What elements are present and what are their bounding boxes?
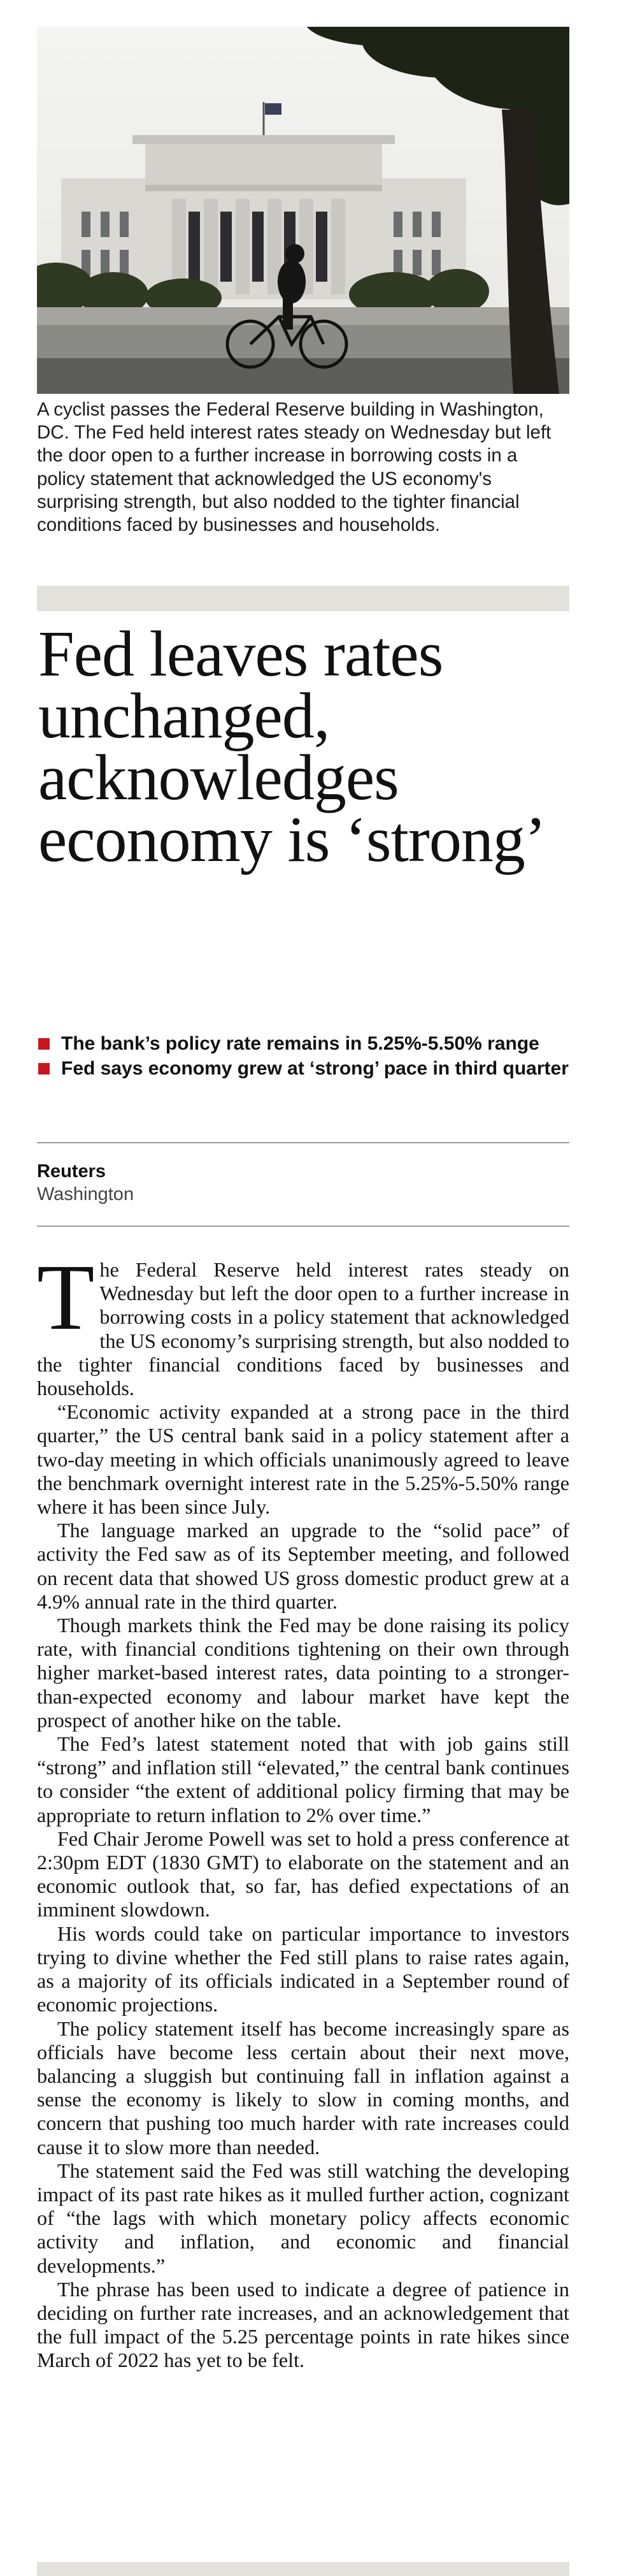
summary-bullets (37, 1032, 569, 1082)
article-body (37, 1245, 569, 2373)
federal-reserve-building-photo (37, 27, 569, 394)
byline-dateline: Washington (37, 1184, 134, 1205)
article-paragraph: The statement said the Fed was still watching the developing impact of its past rate hikes as it mulled further action, cognizant of “the lags with which monetary policy affects economic activity and inflation, and economic and financial developments.” (37, 2159, 569, 2277)
byline-top-rule (37, 1142, 569, 1143)
article-paragraph: The phrase has been used to indicate a degree of patience in deciding on further rate increases, and an acknowledgement that the full impact of the 5.25 percentage points in rate hikes since March of 2022 has yet to be felt. (37, 2277, 569, 2372)
article-paragraph: The Fed’s latest statement noted that with job gains still “strong” and inflation still “elevated,” the central bank continues to consider “the extent of additional policy firming that may be appropriate to return inflation to 2% over time.” (37, 1732, 569, 1827)
article-paragraph: “Economic activity expanded at a strong pace in the third quarter,” the US central bank said in a policy statement after a two-day meeting in which officials unanimously agreed to leave the benchmark overnight interest rate in the 5.25%-5.50% range where it has been since July. (37, 1400, 569, 1519)
summary-bullet (37, 1057, 569, 1080)
section-divider-band (37, 586, 569, 611)
byline (37, 1160, 134, 1206)
news-photo (37, 27, 569, 394)
byline-agency: Reuters (37, 1161, 106, 1182)
article-paragraph: Though markets think the Fed may be done raising its policy rate, with financial conditions tightening on their own through higher market-based interest rates, data pointing to a stronger-than-expected economy and labour market have kept the prospect of another hike on the table. (37, 1614, 569, 1732)
byline-bottom-rule (37, 1226, 569, 1227)
bottom-divider-band (37, 2562, 569, 2576)
article-paragraph: Fed Chair Jerome Powell was set to hold a press conference at 2:30pm EDT (1830 GMT) to elaborate on the statement and an economic outlook that, so far, has defied expectations of an imminent slowdown. (37, 1827, 569, 1921)
drop-cap: T (37, 1245, 95, 1350)
photo-caption: A cyclist passes the Federal Reserve building in Washington, DC. The Fed held interest rates steady on Wednesday but left the door open to a further increase in borrowing costs in a policy statement that acknowledged the US economy's surprising strength, but also nodded to the tighter financial conditions faced by businesses and households. (37, 399, 551, 536)
article-paragraph (37, 1245, 569, 1400)
red-square-icon (38, 1063, 50, 1075)
summary-bullet-text: The bank’s policy rate remains in 5.25%-5.50% range (61, 1033, 539, 1054)
red-square-icon (38, 1038, 50, 1050)
article-paragraph: His words could take on particular importance to investors trying to divine whether the Fed still plans to raise rates again, as a majority of its officials indicated in a September round of economic projections. (37, 1921, 569, 2016)
summary-bullet (37, 1032, 569, 1055)
summary-bullet-text: Fed says economy grew at ‘strong’ pace in third quarter (61, 1058, 569, 1079)
article-paragraph: The language marked an upgrade to the “solid pace” of activity the Fed saw as of its September meeting, and followed on recent data that showed US gross domestic product grew at a 4.9% annual rate in the third quarter. (37, 1519, 569, 1613)
paragraph-text: he Federal Reserve held interest rates steady on Wednesday but left the door open to a further increase in borrowing costs in a policy statement that acknowledged the US economy’s surprising strength, but also nodded to the tighter financial conditions faced by businesses and households. (37, 1258, 569, 1400)
headline: Fed leaves rates unchanged, acknowledges economy is ‘strong’ (38, 618, 546, 876)
article-paragraph: The policy statement itself has become increasingly spare as officials have become less certain about their next move, balancing a sluggish but continuing fall in inflation against a sense the economy is likely to slow in coming months, and concern that pushing too much harder with rate increases could cause it to slow more than needed. (37, 2016, 569, 2159)
